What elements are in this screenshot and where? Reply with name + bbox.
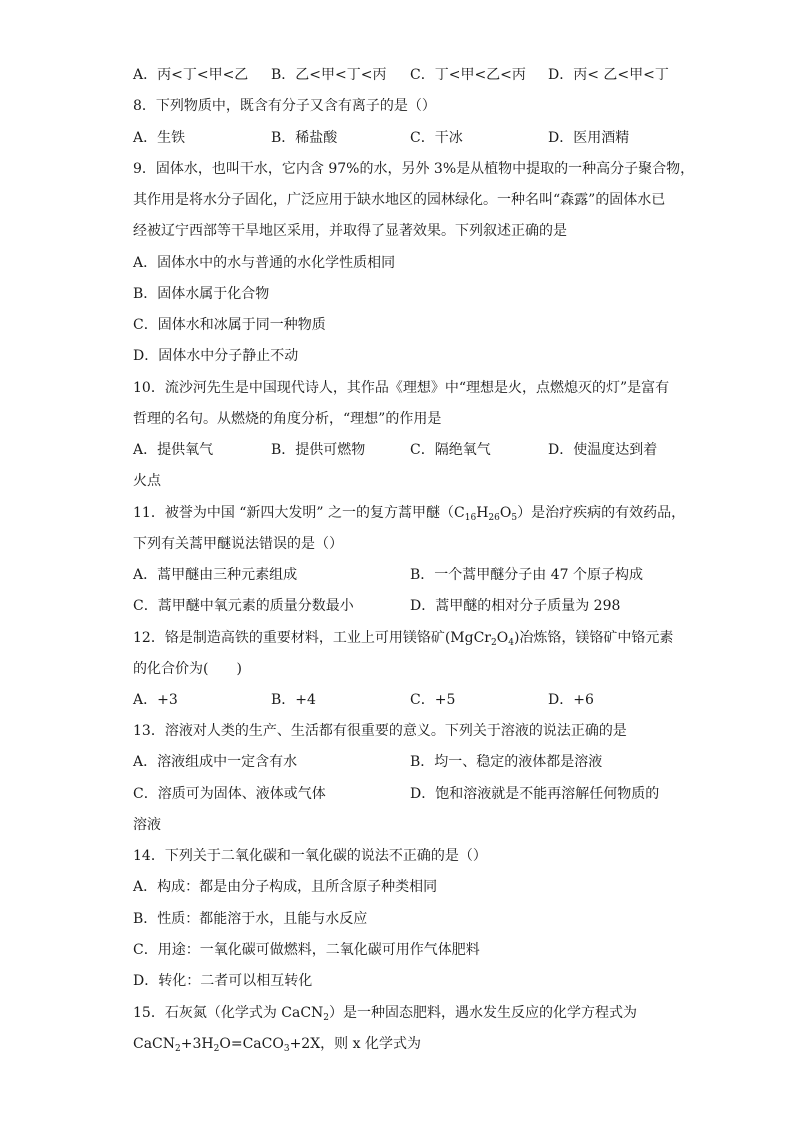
q10-option-a: A．提供氧气	[133, 442, 214, 458]
q9-stem-line-2: 其作用是将水分子固化，广泛应用于缺水地区的园林绿化。一种名叫“森露”的固体水已	[133, 192, 666, 208]
q14-option-c: C．用途：一氧化碳可做燃料，二氧化碳可用作气体肥料	[133, 942, 480, 958]
q15-eq-sub-3: 3	[283, 1044, 290, 1054]
q12-option-c: C．+5	[410, 692, 456, 708]
q12-stem-text-a: 12．铬是制造高铁的重要材料，工业上可用镁铬矿(MgCr	[133, 630, 491, 646]
q11-formula-o: O	[499, 505, 512, 521]
q8-stem: 8．下列物质中，既含有分子又含有离子的是（）	[133, 98, 436, 114]
q13-option-a: A．溶液组成中一定含有水	[133, 754, 298, 770]
q13-option-d-continued: 溶液	[133, 817, 161, 833]
q10-option-d: D．使温度达到着	[548, 442, 658, 458]
q11-stem-text-a: 11．被誉为中国 “新四大发明” 之一的复方蒿甲醚（C	[133, 505, 465, 521]
q10-stem-line-2: 哲理的名句。从燃烧的角度分析，“理想”的作用是	[133, 411, 442, 427]
q12-stem-text-b: )冶炼铬，镁铬矿中铬元素	[513, 630, 674, 646]
q15-eq-part-1: CaCN	[133, 1036, 176, 1052]
q15-eq-part-4: +2X，则 x 化学式为	[289, 1036, 421, 1052]
q11-option-d: D．蒿甲醚的相对分子质量为 298	[410, 598, 621, 614]
q12-formula-o: O	[496, 630, 509, 646]
q11-stem-line-1	[133, 503, 685, 523]
q9-stem-line-1: 9．固体水，也叫干水，它内含 97%的水，另外 3%是从植物中提取的一种高分子聚合物，	[133, 161, 695, 177]
q14-stem: 14．下列关于二氧化碳和一氧化碳的说法不正确的是（）	[133, 848, 487, 864]
q10-option-b: B．提供可燃物	[271, 442, 366, 458]
q15-eq-part-3: O=CaCO	[219, 1036, 284, 1052]
q15-eq-sub-2: 2	[213, 1044, 220, 1054]
q15-subscript-n: 2	[323, 1013, 330, 1023]
q11-stem-line-2: 下列有关蒿甲醚说法错误的是（）	[133, 536, 343, 552]
q14-option-a: A．构成：都是由分子构成，且所含原子种类相同	[133, 879, 438, 895]
q14-option-b: B．性质：都能溶于水，且能与水反应	[133, 911, 368, 927]
q11-option-c: C．蒿甲醚中氧元素的质量分数最小	[133, 598, 354, 614]
q12-option-d: D．+6	[548, 692, 594, 708]
q8-option-c: C．干冰	[410, 130, 463, 146]
q15-stem-text-b: ）是一种固态肥料，遇水发生反应的化学方程式为	[329, 1005, 638, 1021]
q11-option-a: A．蒿甲醚由三种元素组成	[133, 567, 298, 583]
q9-option-b: B．固体水属于化合物	[133, 286, 270, 302]
q15-equation-line	[133, 1034, 421, 1054]
q11-subscript-c: 16	[464, 513, 477, 523]
q10-stem-line-1: 10．流沙河先生是中国现代诗人，其作品《理想》中“理想是火，点燃熄灭的灯”是富有	[133, 380, 670, 396]
q15-stem-text-a: 15．石灰氮（化学式为 CaCN	[133, 1005, 324, 1021]
q15-eq-sub-1: 2	[175, 1044, 181, 1054]
q8-option-d: D．医用酒精	[548, 130, 630, 146]
q7-option-d: D．丙< 乙<甲<丁	[548, 67, 669, 83]
q8-option-a: A．生铁	[133, 130, 186, 146]
q11-option-b: B．一个蒿甲醚分子由 47 个原子构成	[410, 567, 644, 583]
q8-option-b: B．稀盐酸	[271, 130, 338, 146]
q7-option-c: C．丁<甲<乙<丙	[410, 67, 526, 83]
q9-option-d: D．固体水中分子静止不动	[133, 348, 299, 364]
q15-stem-line-1	[133, 1003, 637, 1023]
q11-stem-text-b: ）是治疗疾病的有效药品，	[517, 505, 686, 521]
q12-subscript-cr: 2	[490, 638, 497, 648]
q12-option-a: A．+3	[133, 692, 178, 708]
q12-stem-line-1	[133, 628, 673, 648]
q11-subscript-h: 26	[488, 513, 500, 523]
q12-stem-line-2: 的化合价为( )	[133, 661, 242, 677]
q14-option-d: D．转化：二者可以相互转化	[133, 973, 313, 989]
q13-option-d: D．饱和溶液就是不能再溶解任何物质的	[410, 786, 660, 802]
q7-option-b: B．乙<甲<丁<丙	[271, 67, 387, 83]
q9-option-c: C．固体水和冰属于同一种物质	[133, 317, 326, 333]
q11-formula-h: H	[476, 505, 489, 521]
q7-option-a: A．丙<丁<甲<乙	[133, 67, 249, 83]
q9-option-a: A．固体水中的水与普通的水化学性质相同	[133, 255, 396, 271]
q13-option-c: C．溶质可为固体、液体或气体	[133, 786, 326, 802]
q9-stem-line-3: 经被辽宁西部等干旱地区采用，并取得了显著效果。下列叙述正确的是	[133, 223, 567, 239]
q11-subscript-o: 5	[511, 513, 518, 523]
q12-subscript-o: 4	[508, 638, 514, 648]
q13-option-b: B．均一、稳定的液体都是溶液	[410, 754, 603, 770]
q12-option-b: B．+4	[271, 692, 316, 708]
q13-stem: 13．溶液对人类的生产、生活都有很重要的意义。下列关于溶液的说法正确的是	[133, 723, 627, 739]
q15-eq-part-2: +3H	[180, 1036, 214, 1052]
q10-option-c: C．隔绝氧气	[410, 442, 491, 458]
q10-option-d-continued: 火点	[133, 473, 161, 489]
